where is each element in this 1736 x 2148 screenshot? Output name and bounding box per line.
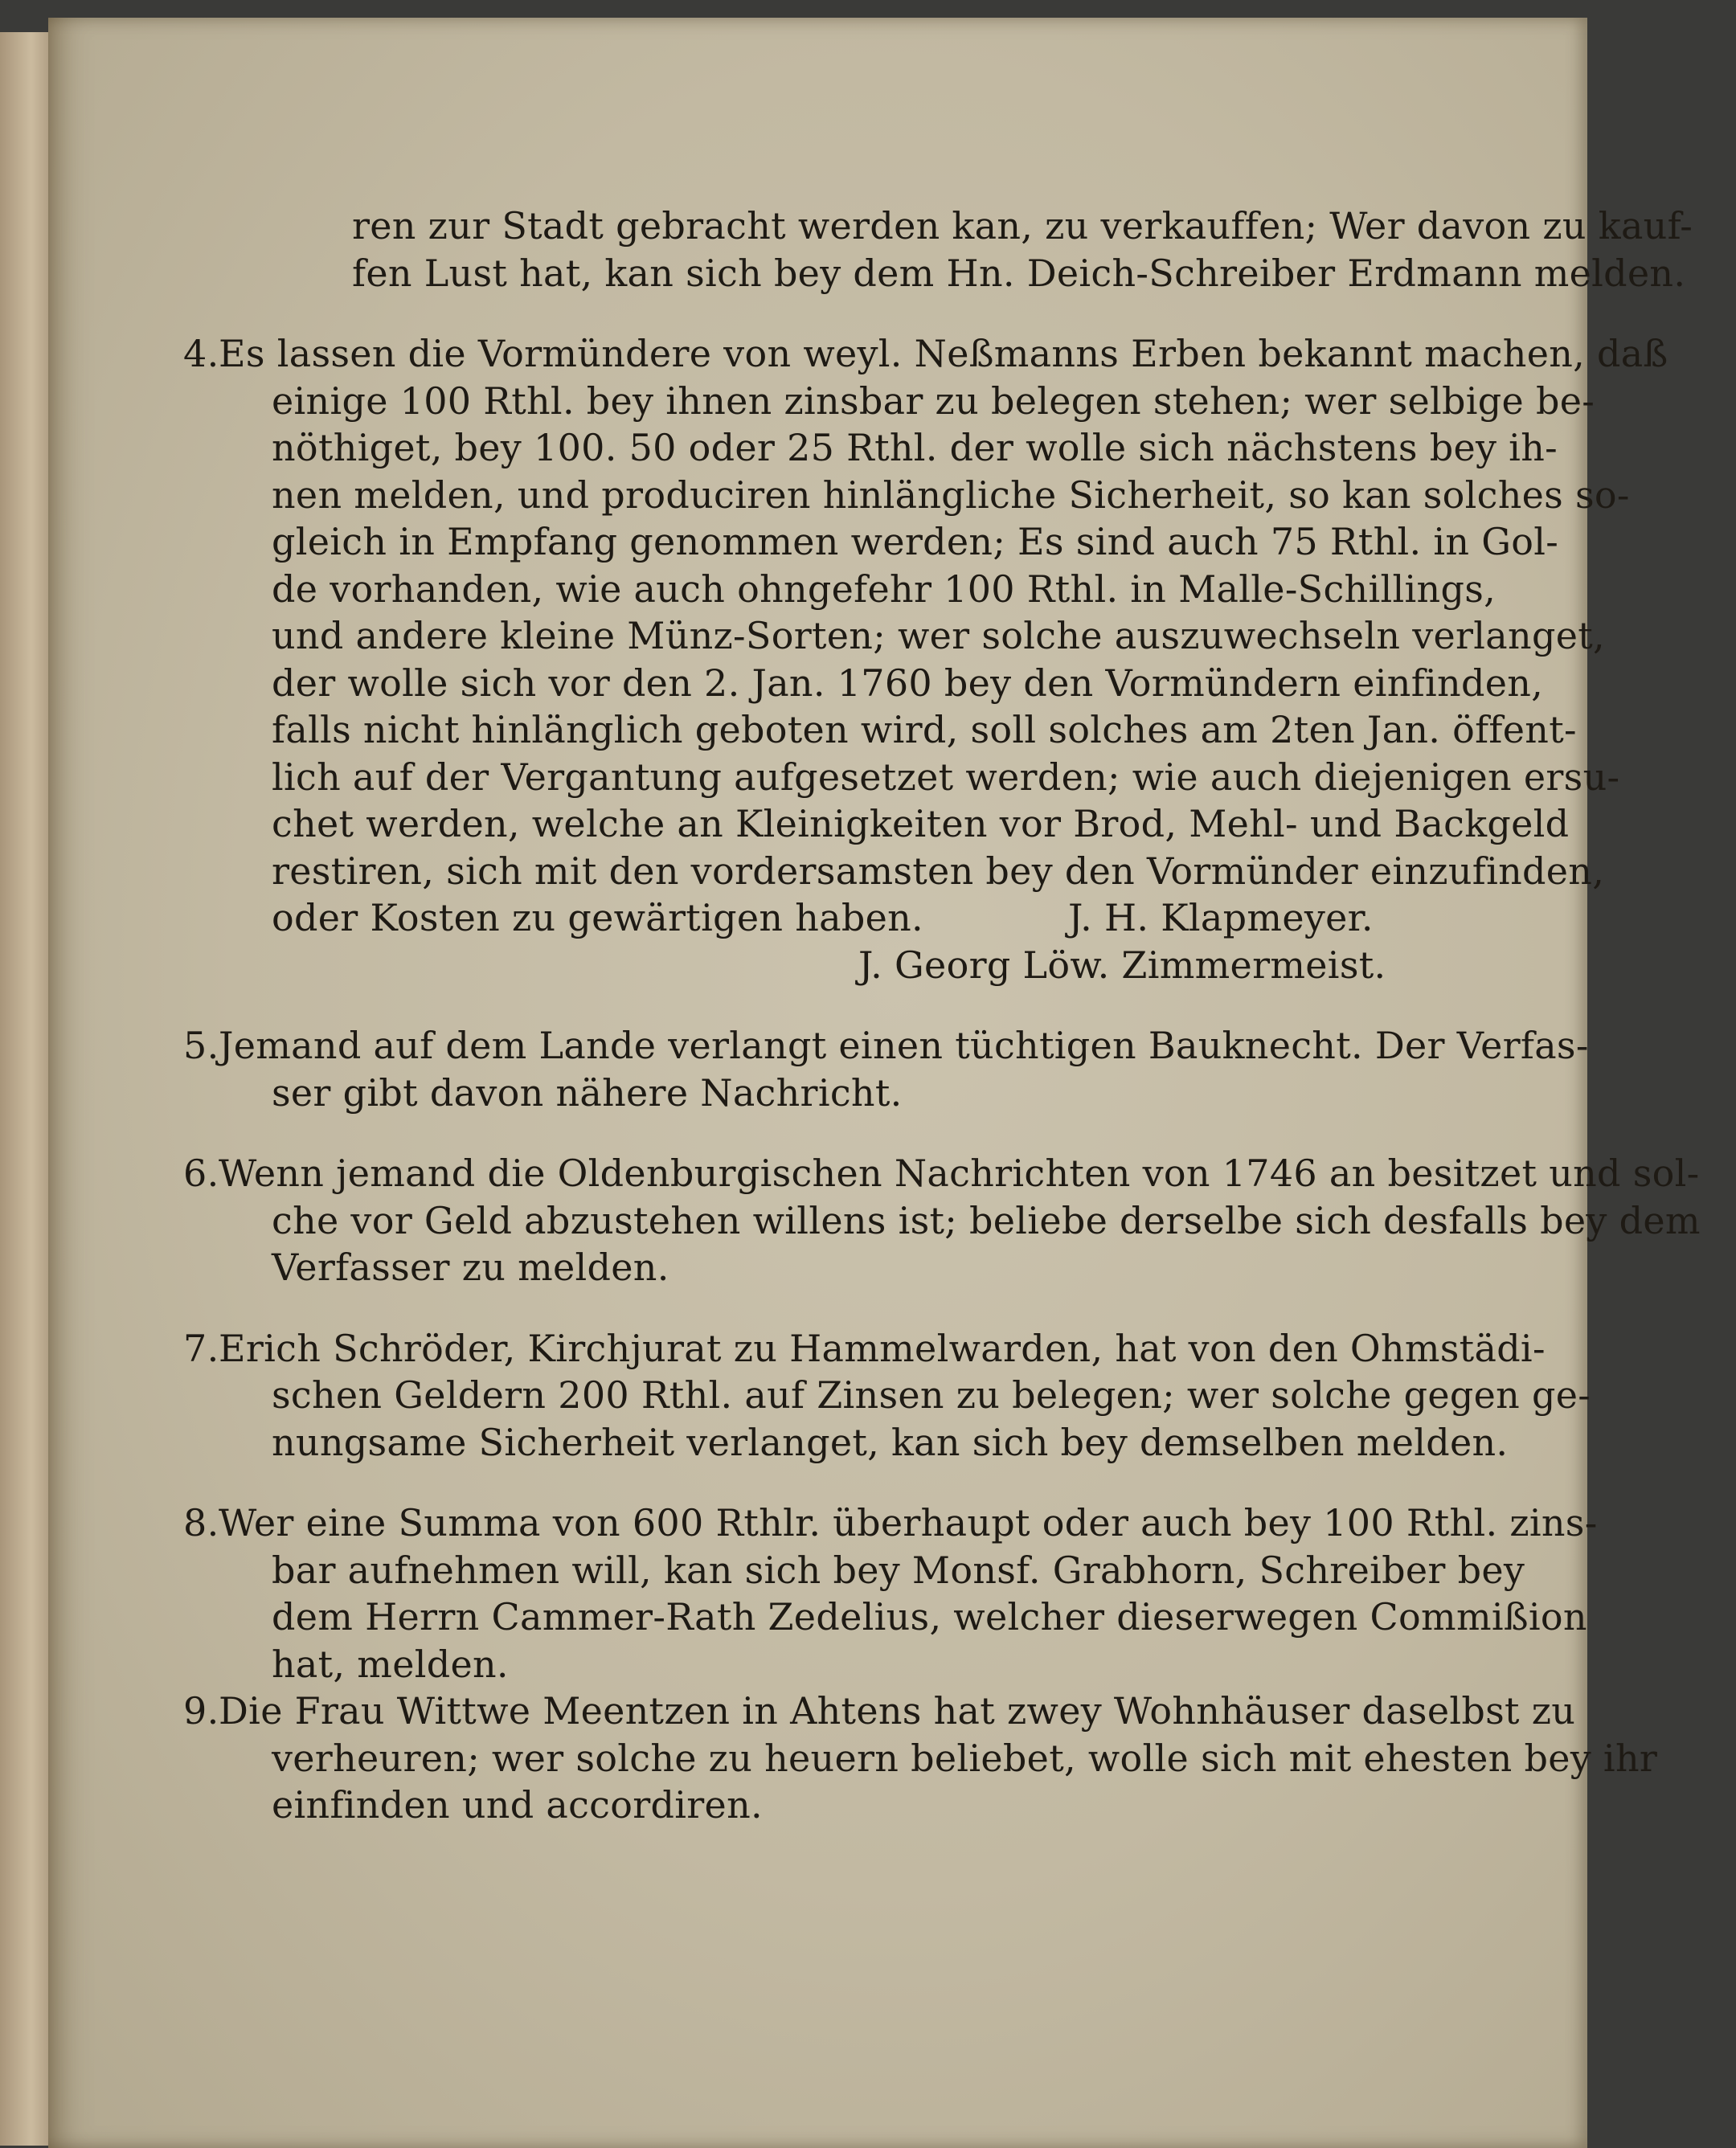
document-page xyxy=(48,18,1701,2148)
text-line: verheuren; wer solche zu heuern beliebet, wolle sich mit ehesten bey ihr xyxy=(272,1736,1658,1780)
text-line: lich auf der Vergantung aufgesetzet werden; wie auch diejenigen ersu- xyxy=(272,755,1620,799)
text-line: restiren, sich mit den vordersamsten bey den Vormünder einzufinden, xyxy=(272,849,1605,893)
notice-5 xyxy=(183,1022,1589,1116)
text-line: dem Herrn Cammer-Rath Zedelius, welcher dieserwegen Commißion xyxy=(272,1595,1587,1639)
text-line: und andere kleine Münz-Sorten; wer solche auszuwechseln verlanget, xyxy=(272,614,1605,657)
closing-text: oder Kosten zu gewärtigen haben. xyxy=(272,896,923,939)
notice-4 xyxy=(183,330,1668,988)
notice-6 xyxy=(183,1150,1701,1291)
text-line: der wolle sich vor den 2. Jan. 1760 bey den Vormündern einfinden, xyxy=(272,661,1544,705)
text-line: falls nicht hinlänglich geboten wird, soll solches am 2ten Jan. öffent- xyxy=(272,708,1577,751)
text-line: nöthiget, bey 100. 50 oder 25 Rthl. der wolle sich nächstens bey ih- xyxy=(272,426,1558,469)
text-line: Wenn jemand die Oldenburgischen Nachrichten von 1746 an besitzet und sol- xyxy=(219,1152,1700,1195)
text-line: bar aufnehmen will, kan sich bey Monsf. Grabhorn, Schreiber bey xyxy=(272,1548,1525,1592)
text-line xyxy=(199,894,1397,942)
text-line: gleich in Empfang genommen werden; Es sind auch 75 Rthl. in Gol- xyxy=(272,520,1559,563)
text-line: chet werden, welche an Kleinigkeiten vor Brod, Mehl- und Backgeld xyxy=(272,802,1570,845)
signature-loew: J. Georg Löw. Zimmermeist. xyxy=(858,943,1386,987)
item-number: 5. xyxy=(183,1024,219,1067)
item-number: 6. xyxy=(183,1152,219,1195)
text-line: Erich Schröder, Kirchjurat zu Hammelwarden, hat von den Ohmstädi- xyxy=(219,1326,1546,1370)
signature-klapmeyer: J. H. Klapmeyer. xyxy=(1067,896,1374,939)
text-line: ren zur Stadt gebracht werden kan, zu verkauffen; Wer davon zu kauf- xyxy=(352,204,1693,248)
text-line: nen melden, und produciren hinlängliche Sicherheit, so kan solches so- xyxy=(272,473,1630,517)
text-line: schen Geldern 200 Rthl. auf Zinsen zu belegen; wer solche gegen ge- xyxy=(272,1373,1591,1417)
text-line: de vorhanden, wie auch ohngefehr 100 Rthl. in Malle-Schillings, xyxy=(272,567,1496,611)
text-line: Es lassen die Vormündere von weyl. Neßmanns Erben bekannt machen, daß xyxy=(219,332,1668,375)
notice-7 xyxy=(183,1325,1591,1467)
notice-8 xyxy=(183,1500,1598,1688)
text-line: Jemand auf dem Lande verlangt einen tüchtigen Bauknecht. Der Verfas- xyxy=(219,1024,1589,1067)
item-number: 7. xyxy=(183,1326,219,1370)
notice-9 xyxy=(183,1688,1658,1829)
text-line: che vor Geld abzustehen willens ist; beliebe derselbe sich desfalls bey dem xyxy=(272,1198,1701,1242)
text-line: Verfasser zu melden. xyxy=(272,1246,669,1289)
text-line: ser gibt davon nähere Nachricht. xyxy=(272,1070,903,1115)
item-number: 8. xyxy=(183,1501,219,1545)
continuation-paragraph xyxy=(199,203,1693,297)
text-line: Die Frau Wittwe Meentzen in Ahtens hat zwey Wohnhäuser daselbst zu xyxy=(219,1689,1576,1733)
text-line: einfinden und accordiren. xyxy=(272,1783,763,1827)
text-line: einige 100 Rthl. bey ihnen zinsbar zu belegen stehen; wer selbige be- xyxy=(272,378,1595,423)
text-line: hat, melden. xyxy=(272,1642,509,1686)
text-line: nungsame Sicherheit verlanget, kan sich bey demselben melden. xyxy=(272,1420,1509,1464)
text-line: fen Lust hat, kan sich bey dem Hn. Deich-Schreiber Erdmann melden. xyxy=(352,251,1686,295)
page-text xyxy=(183,203,1701,1863)
text-line: Wer eine Summa von 600 Rthlr. überhaupt oder auch bey 100 Rthl. zins- xyxy=(219,1501,1598,1545)
item-number: 4. xyxy=(183,332,219,375)
item-number: 9. xyxy=(183,1689,219,1733)
